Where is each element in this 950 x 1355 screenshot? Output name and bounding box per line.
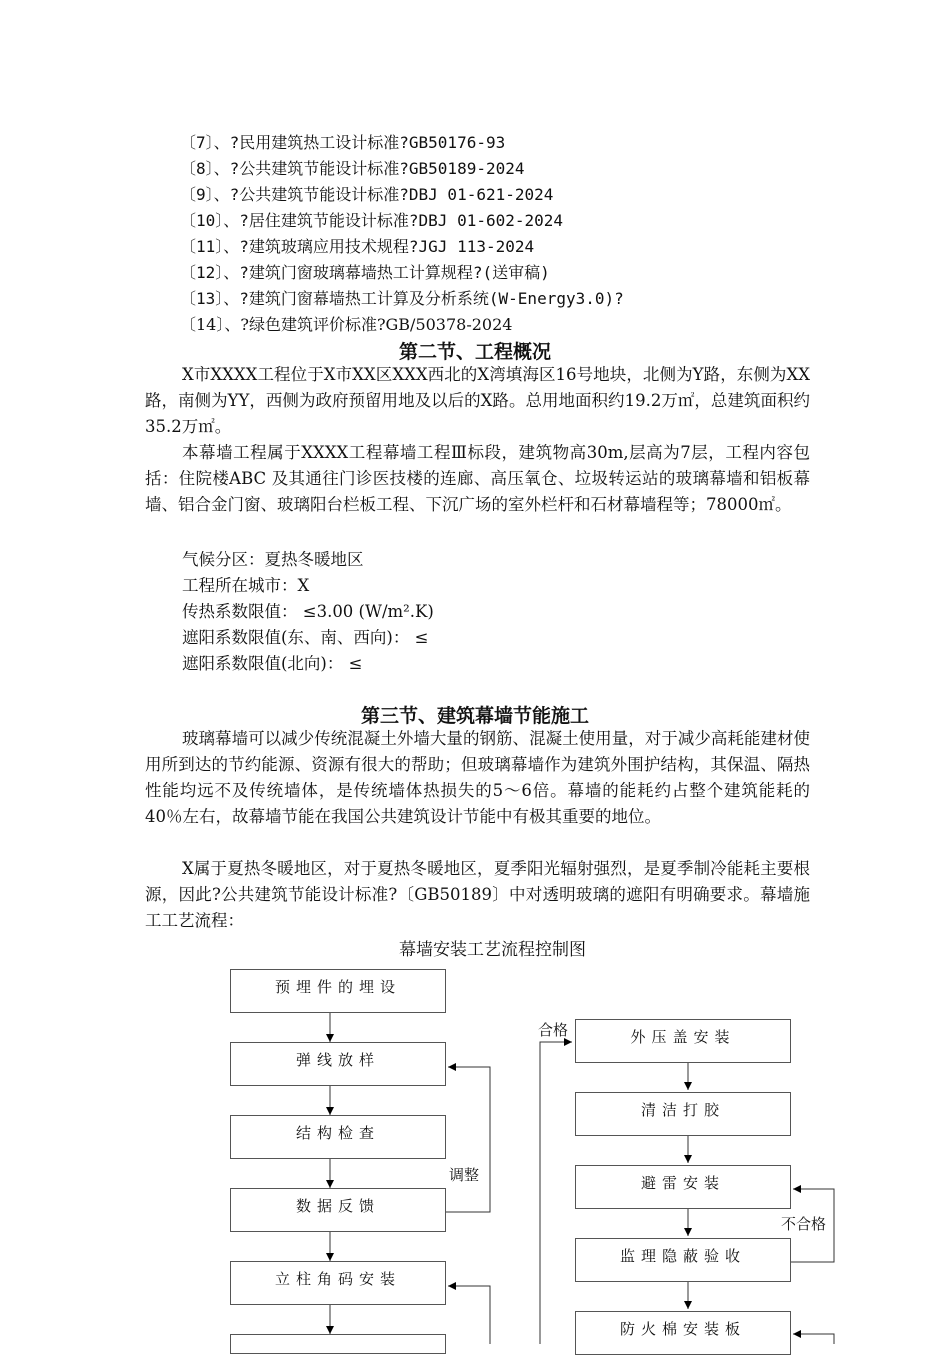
- return-loop: [448, 1286, 490, 1344]
- section-heading: 第二节、工程概况: [398, 341, 551, 363]
- label-fail: 不合格: [781, 1215, 827, 1233]
- pass-line: [540, 1042, 572, 1344]
- flow-step-lightning: 避雷安装: [575, 1165, 791, 1209]
- flow-step-clean-seal: 清洁打胶: [575, 1092, 791, 1136]
- label-adjust: 调整: [449, 1166, 480, 1184]
- reference-item: 〔8〕、?公共建筑节能设计标准?GB50189-2024: [180, 159, 525, 178]
- project-city: 工程所在城市：X: [182, 576, 310, 595]
- adjust-loop: [446, 1067, 490, 1212]
- flow-step-embedded-parts: 预埋件的埋设: [230, 969, 446, 1013]
- reference-item: 〔13〕、?建筑门窗幕墙热工计算及分析系统(W-Energy3.0)?: [180, 289, 624, 308]
- flow-step-cut-off: [230, 1334, 446, 1354]
- reference-item: 〔11〕、?建筑玻璃应用技术规程?JGJ 113-2024: [180, 237, 535, 256]
- u-value-limit: 传热系数限值： ≤3.00 (W/m².K): [182, 602, 434, 621]
- flow-step-structure-check: 结构检查: [230, 1115, 446, 1159]
- reference-item: 〔9〕、?公共建筑节能设计标准?DBJ 01-621-2024: [180, 185, 554, 204]
- flow-step-pressure-cap: 外压盖安装: [575, 1019, 791, 1063]
- flow-step-concealed-inspection: 监理隐蔽验收: [575, 1238, 791, 1282]
- climate-zone: 气候分区：夏热冬暖地区: [182, 550, 364, 569]
- section-heading: 第三节、建筑幕墙节能施工: [360, 705, 589, 727]
- label-pass: 合格: [538, 1021, 569, 1039]
- body-paragraph: X属于夏热冬暖地区，对于夏热冬暖地区，夏季阳光辐射强烈，是夏季制冷能耗主要根源，因此?公共建筑节能设计标准?〔GB50189〕中对透明玻璃的遮阳有明确要求。幕墙施工工艺流程：: [145, 859, 810, 930]
- flowchart-caption: 幕墙安装工艺流程控制图: [399, 940, 586, 960]
- shading-limit-north: 遮阳系数限值(北向)： ≤: [182, 654, 363, 673]
- flow-step-layout-marking: 弹线放样: [230, 1042, 446, 1086]
- flow-step-mullion-bracket: 立柱角码安装: [230, 1261, 446, 1305]
- reference-item: 〔7〕、?民用建筑热工设计标准?GB50176-93: [180, 133, 506, 152]
- reference-item: 〔10〕、?居住建筑节能设计标准?DBJ 01-602-2024: [180, 211, 564, 230]
- flow-step-fireproof-board: 防火棉安装板: [575, 1311, 791, 1355]
- body-paragraph: X市XXXX工程位于X市XX区XXX西北的X湾填海区16号地块，北侧为Y路，东侧为XX路，南侧为YY，西侧为政府预留用地及以后的X路。总用地面积约19.2万㎡，总建筑面积约35.2万㎡。: [145, 365, 810, 436]
- body-paragraph: 本幕墙工程属于XXXX工程幕墙工程Ⅲ标段，建筑物高30m,层高为7层，工程内容包括：住院楼ABC 及其通往门诊医技楼的连廊、高压氧仓、垃圾转运站的玻璃幕墙和铝板幕墙、铝合金门窗、玻璃阳台栏板工程、下沉广场的室外栏杆和石材幕墙程等；78000㎡。: [145, 443, 810, 514]
- reference-item: 〔12〕、?建筑门窗玻璃幕墙热工计算规程?(送审稿): [180, 263, 550, 282]
- body-paragraph: 玻璃幕墙可以减少传统混凝土外墙大量的钢筋、混凝土使用量，对于减少高耗能建材使用所到达的节约能源、资源有很大的帮助；但玻璃幕墙作为建筑外围护结构，其保温、隔热性能均远不及传统墙体，是传统墙体热损失的5～6倍。幕墙的能耗约占整个建筑能耗的40％左右，故幕墙节能在我国公共建筑设计节能中有极其重要的地位。: [145, 729, 810, 826]
- fail-loop-partial: [793, 1334, 834, 1344]
- shading-limit-ews: 遮阳系数限值(东、南、西向)： ≤: [182, 628, 429, 647]
- flow-step-data-feedback: 数据反馈: [230, 1188, 446, 1232]
- reference-item: 〔14〕、?绿色建筑评价标准?GB/50378-2024: [180, 315, 513, 334]
